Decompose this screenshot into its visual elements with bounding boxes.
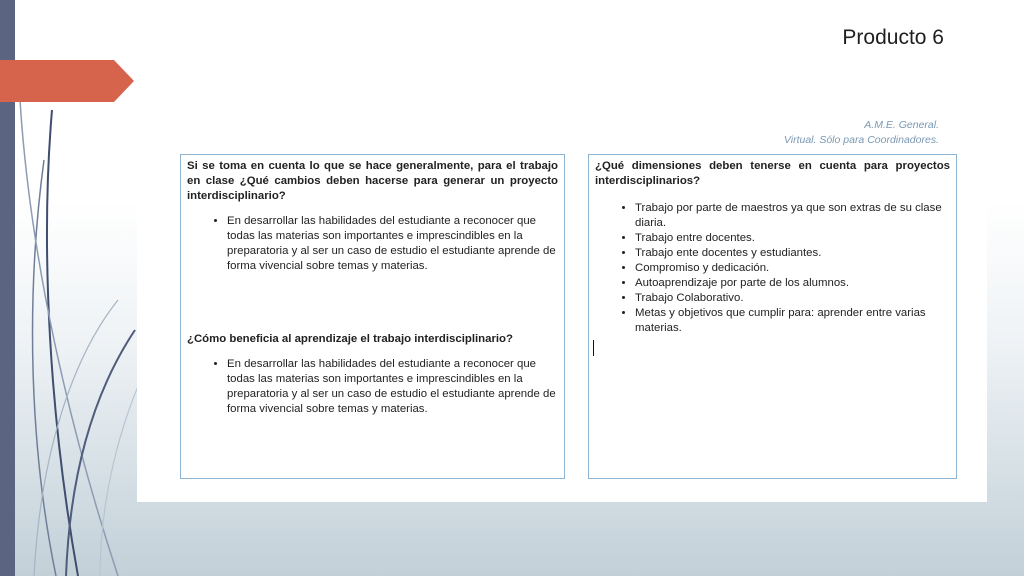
list-item: • Trabajo entre docentes. bbox=[635, 231, 950, 246]
header-note-line1: A.M.E. General. bbox=[864, 119, 939, 131]
list-item: • Trabajo ente docentes y estudiantes. bbox=[635, 246, 950, 261]
list-item: • Metas y objetivos que cumplir para: aprender entre varias materias. bbox=[635, 306, 950, 336]
slide-title: Producto 6 bbox=[842, 26, 944, 49]
answer-list-1 bbox=[187, 214, 558, 274]
list-item: • Trabajo Colaborativo. bbox=[635, 291, 950, 306]
document-panel bbox=[137, 104, 987, 502]
question-dimensions: ¿Qué dimensiones deben tenerse en cuenta para proyectos interdisciplinarios? bbox=[595, 160, 950, 187]
list-item: • En desarrollar las habilidades del estudiante a reconocer que todas las materias son importantes e imprescindibles en la preparatoria y al ser un caso de estudio el estudiante aprende de forma vivencial sobre temas y materias. bbox=[227, 357, 558, 417]
list-item: • Compromiso y dedicación. bbox=[635, 261, 950, 276]
question-benefits: ¿Cómo beneficia al aprendizaje el trabajo interdisciplinario? bbox=[187, 333, 513, 345]
right-question-box bbox=[588, 154, 957, 479]
question-changes: Si se toma en cuenta lo que se hace generalmente, para el trabajo en clase ¿Qué cambios deben hacerse para generar un proyecto interdisciplinario? bbox=[187, 160, 558, 202]
text-cursor bbox=[593, 340, 594, 356]
left-question-box bbox=[180, 154, 565, 479]
answer-list-2 bbox=[187, 357, 558, 417]
header-note-line2: Virtual. Sólo para Coordinadores. bbox=[783, 134, 939, 146]
list-item: • En desarrollar las habilidades del estudiante a reconocer que todas las materias son importantes e imprescindibles en la preparatoria y al ser un caso de estudio el estudiante aprende de forma vivencial sobre temas y materias. bbox=[227, 214, 558, 274]
dimensions-list bbox=[595, 201, 950, 336]
header-note bbox=[784, 118, 939, 148]
list-item: • Trabajo por parte de maestros ya que son extras de su clase diaria. bbox=[635, 201, 950, 231]
accent-tab bbox=[0, 60, 134, 102]
list-item: • Autoaprendizaje por parte de los alumnos. bbox=[635, 276, 950, 291]
